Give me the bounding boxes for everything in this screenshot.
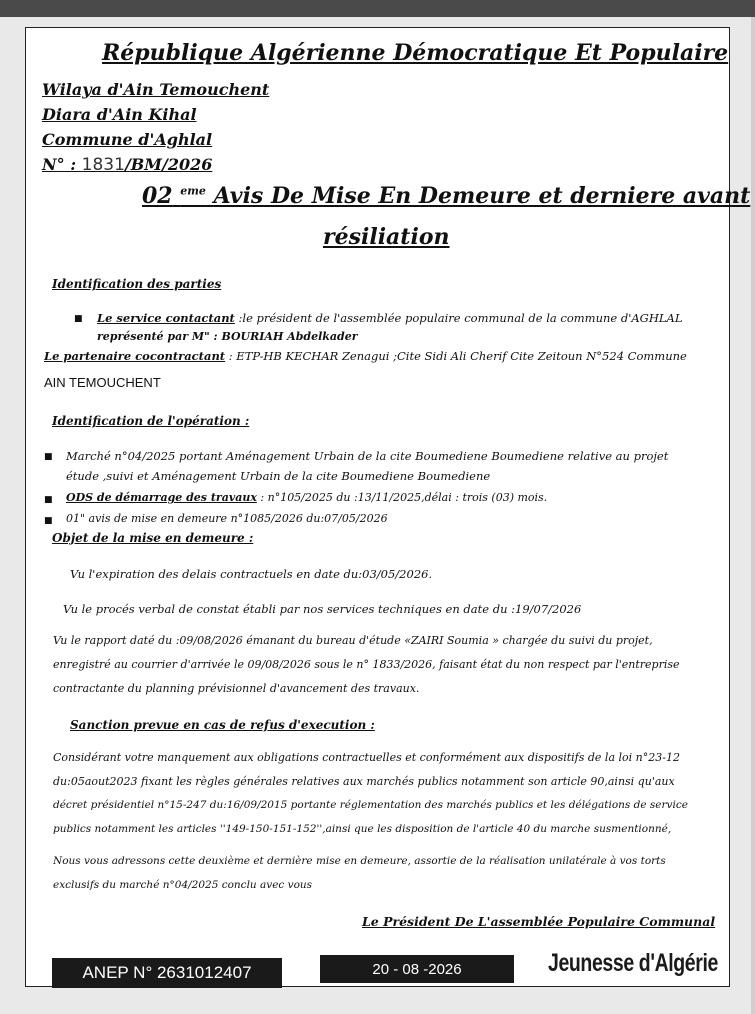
republic-heading: République Algérienne Démocratique Et Populaire xyxy=(102,40,729,66)
objet-paragraph1: Vu l'expiration des delais contractuels en date du:03/05/2026. xyxy=(70,567,433,581)
sanction-heading: Sanction prevue en cas de refus d'execution : xyxy=(70,718,375,732)
sanction-paragraph2-line2: exclusifs du marché n°04/2025 conclu avec vous xyxy=(53,879,313,891)
operation-item2 xyxy=(66,491,547,504)
service-contractant xyxy=(97,311,682,325)
notice-title-line2: résiliation xyxy=(323,224,450,250)
partner-city: AIN TEMOUCHENT xyxy=(44,375,161,390)
bullet-icon: ■ xyxy=(44,516,53,526)
objet-paragraph3-line2: enregistré au courrier d'arrivée le 09/08/2026 sous le n° 1833/2026, faisant état du non respect par l'entreprise xyxy=(53,658,680,671)
sanction-paragraph1-line4: publics notamment les articles ''149-150-151-152'',ainsi que les disposition de l'article 40 du marche susmentionné, xyxy=(53,823,672,835)
daira-line: Diara d'Ain Kihal xyxy=(42,105,197,124)
anep-badge: ANEP N° 2631012407 xyxy=(52,958,282,988)
publication-date-badge: 20 - 08 -2026 xyxy=(320,955,514,983)
notice-ordinal: 02 xyxy=(142,183,173,209)
reference-number xyxy=(42,155,212,175)
bullet-icon: ■ xyxy=(44,452,53,462)
reference-prefix: N° : xyxy=(42,155,82,174)
ods-label: ODS de démarrage des travaux xyxy=(66,491,257,504)
sanction-paragraph1-line3: décret présidentiel n°15-247 du:16/09/2015 portante réglementation des marchés publics et les délégations de service xyxy=(53,799,688,811)
objet-heading: Objet de la mise en demeure : xyxy=(52,531,254,545)
operation-item1-line1: Marché n°04/2025 portant Aménagement Urbain de la cite Boumediene Boumediene relative au projet xyxy=(66,449,669,463)
sanction-paragraph1-line2: du:05aout2023 fixant les règles générales relatives aux marchés publics notamment son article 90,ainsi qu'aux xyxy=(53,775,675,788)
objet-paragraph3-line1: Vu le rapport daté du :09/08/2026 émanant du bureau d'étude «ZAIRI Soumia » chargée du suivi du projet, xyxy=(53,634,653,647)
sanction-paragraph1-line1: Considérant votre manquement aux obligations contractuelles et conformément aux dispositifs de la loi n°23-12 xyxy=(53,751,680,764)
newspaper-logo: Jeunesse d'Algérie xyxy=(548,949,718,977)
service-representative: représenté par M" : BOURIAH Abdelkader xyxy=(97,330,358,343)
service-text: :le président de l'assemblée populaire communal de la commune d'AGHLAL xyxy=(234,311,683,325)
notice-title-line1 xyxy=(142,183,750,209)
ods-text: : n°105/2025 du :13/11/2025,délai : trois (03) mois. xyxy=(256,491,548,504)
objet-paragraph2: Vu le procés verbal de constat établi par nos services techniques en date du :19/07/2026 xyxy=(63,602,582,616)
notice-document xyxy=(25,27,751,987)
bullet-icon: ■ xyxy=(44,495,53,505)
scan-right-edge xyxy=(751,17,755,1014)
scan-top-edge xyxy=(0,0,755,17)
operation-item1-line2: étude ,suivi et Aménagement Urbain de la cite Boumediene Boumediene xyxy=(66,469,491,483)
signature-line: Le Président De L'assemblée Populaire Communal xyxy=(362,914,716,929)
partner-text: : ETP-HB KECHAR Zenagui ;Cite Sidi Ali Cherif Cite Zeitoun N°524 Commune xyxy=(225,349,687,363)
bullet-icon: ■ xyxy=(74,314,83,324)
notice-ordinal-sup: eme xyxy=(180,184,206,198)
partner-label: Le partenaire cocontractant xyxy=(44,349,226,363)
reference-suffix: /BM/2026 xyxy=(124,155,213,174)
objet-paragraph3-line3: contractante du planning prévisionnel d'avancement des travaux. xyxy=(53,682,420,695)
parties-heading: Identification des parties xyxy=(52,277,222,291)
service-label: Le service contactant xyxy=(97,311,235,325)
operation-item3: 01" avis de mise en demeure n°1085/2026 du:07/05/2026 xyxy=(66,512,388,525)
partner-line xyxy=(44,349,687,363)
wilaya-line: Wilaya d'Ain Temouchent xyxy=(42,80,270,99)
operation-heading: Identification de l'opération : xyxy=(52,414,250,428)
reference-handwritten: 1831 xyxy=(81,155,125,175)
sanction-paragraph2-line1: Nous vous adressons cette deuxième et dernière mise en demeure, assortie de la réalisation unilatérale à vos torts xyxy=(53,855,666,867)
commune-line: Commune d'Aghlal xyxy=(42,130,213,149)
notice-title-text: Avis De Mise En Demeure et derniere avant xyxy=(213,183,751,209)
